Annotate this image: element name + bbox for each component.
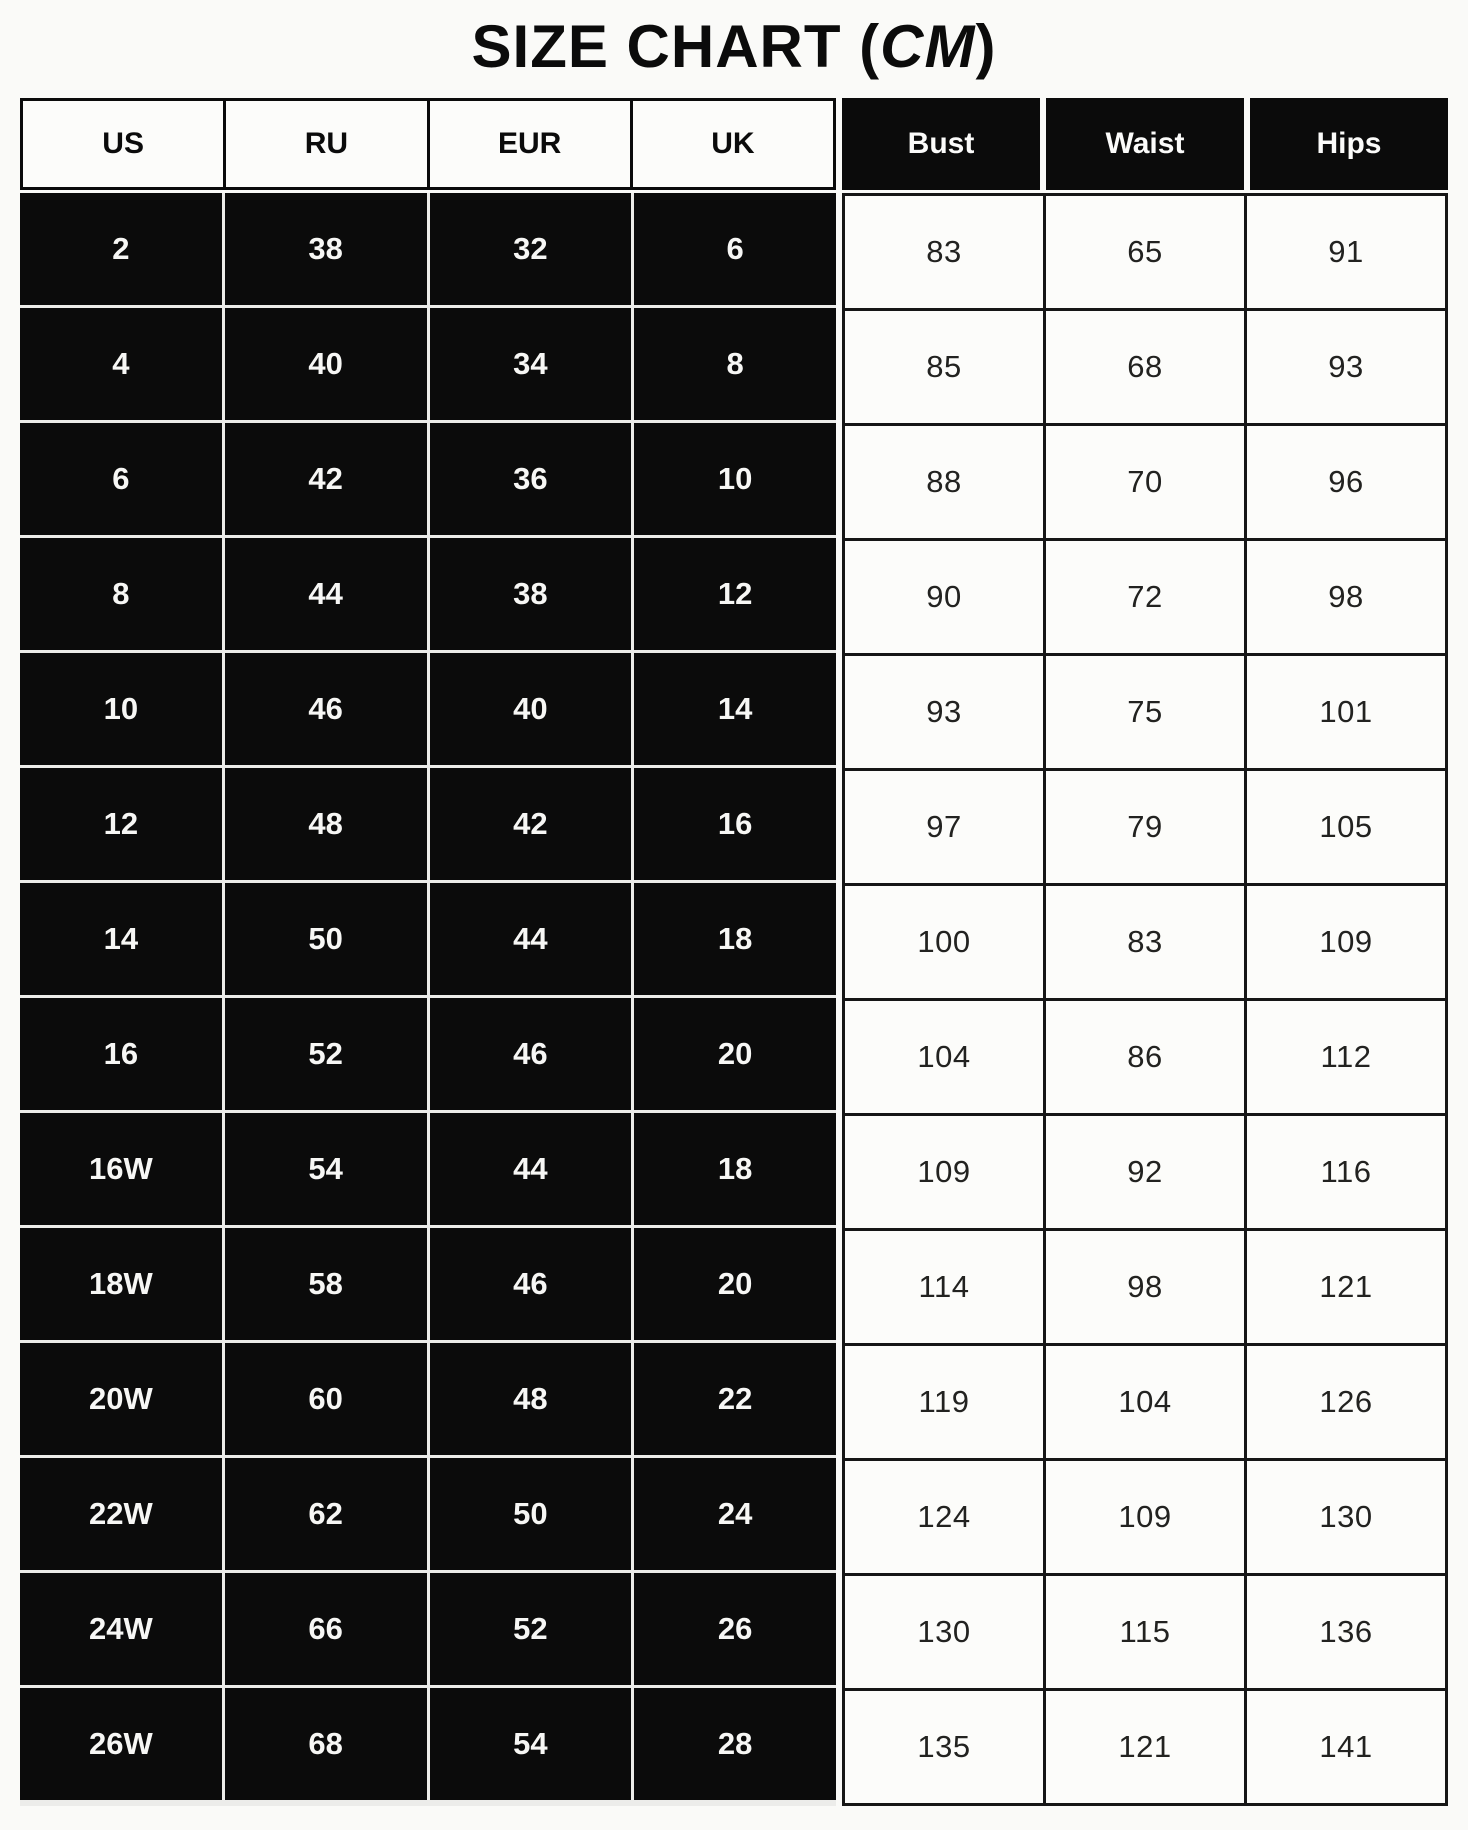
size-cell: 6 xyxy=(634,193,836,305)
measure-cell: 100 xyxy=(845,886,1043,998)
measure-cell: 85 xyxy=(845,311,1043,423)
measure-cell: 130 xyxy=(1247,1461,1445,1573)
size-cell: 26W xyxy=(20,1688,222,1800)
measure-cell: 79 xyxy=(1046,771,1244,883)
page-title xyxy=(20,14,1448,80)
column-header-uk: UK xyxy=(633,101,833,187)
measure-cell: 72 xyxy=(1046,541,1244,653)
column-header-us: US xyxy=(23,101,223,187)
title-unit: CM xyxy=(880,13,976,80)
measure-cell: 65 xyxy=(1046,196,1244,308)
measure-cell: 92 xyxy=(1046,1116,1244,1228)
measure-cell: 70 xyxy=(1046,426,1244,538)
size-cell: 34 xyxy=(430,308,632,420)
size-cell: 16W xyxy=(20,1113,222,1225)
measure-cell: 83 xyxy=(845,196,1043,308)
measure-header-group xyxy=(842,98,1448,190)
size-cell: 46 xyxy=(430,998,632,1110)
size-cell: 38 xyxy=(430,538,632,650)
size-chart-table xyxy=(20,98,1448,1806)
size-cell: 24W xyxy=(20,1573,222,1685)
size-cell: 20 xyxy=(634,998,836,1110)
title-suffix: ) xyxy=(975,13,997,80)
size-cell: 16 xyxy=(634,768,836,880)
size-cell: 54 xyxy=(225,1113,427,1225)
size-cell: 10 xyxy=(634,423,836,535)
size-cell: 10 xyxy=(20,653,222,765)
measure-cell: 101 xyxy=(1247,656,1445,768)
size-cell: 42 xyxy=(225,423,427,535)
measure-cell: 130 xyxy=(845,1576,1043,1688)
size-header-group xyxy=(20,98,836,190)
size-cell: 44 xyxy=(430,883,632,995)
measure-cell: 119 xyxy=(845,1346,1043,1458)
measure-cell: 135 xyxy=(845,1691,1043,1803)
measure-cell: 104 xyxy=(845,1001,1043,1113)
measure-cell: 68 xyxy=(1046,311,1244,423)
size-cell: 40 xyxy=(430,653,632,765)
size-cell: 20W xyxy=(20,1343,222,1455)
size-cell: 12 xyxy=(634,538,836,650)
size-cell: 12 xyxy=(20,768,222,880)
size-cell: 54 xyxy=(430,1688,632,1800)
size-cell: 52 xyxy=(225,998,427,1110)
size-cell: 38 xyxy=(225,193,427,305)
size-cell: 14 xyxy=(20,883,222,995)
size-cell: 68 xyxy=(225,1688,427,1800)
measure-cell: 98 xyxy=(1046,1231,1244,1343)
size-cell: 4 xyxy=(20,308,222,420)
size-cell: 46 xyxy=(430,1228,632,1340)
measure-cell: 105 xyxy=(1247,771,1445,883)
table-body xyxy=(20,193,1448,1806)
measure-cell: 141 xyxy=(1247,1691,1445,1803)
column-header-hips: Hips xyxy=(1250,98,1448,190)
column-header-waist: Waist xyxy=(1046,98,1244,190)
measure-cell: 86 xyxy=(1046,1001,1244,1113)
measure-cell: 121 xyxy=(1247,1231,1445,1343)
size-cell: 48 xyxy=(225,768,427,880)
size-cell: 40 xyxy=(225,308,427,420)
measure-cell: 115 xyxy=(1046,1576,1244,1688)
size-cell: 18 xyxy=(634,883,836,995)
measure-cell: 114 xyxy=(845,1231,1043,1343)
size-cell: 50 xyxy=(430,1458,632,1570)
table-header-row xyxy=(20,98,1448,190)
size-values-grid xyxy=(20,193,836,1806)
size-cell: 36 xyxy=(430,423,632,535)
size-cell: 16 xyxy=(20,998,222,1110)
size-cell: 50 xyxy=(225,883,427,995)
size-cell: 8 xyxy=(634,308,836,420)
measure-cell: 136 xyxy=(1247,1576,1445,1688)
size-cell: 22W xyxy=(20,1458,222,1570)
size-cell: 62 xyxy=(225,1458,427,1570)
size-cell: 6 xyxy=(20,423,222,535)
title-text: SIZE CHART ( xyxy=(471,13,881,80)
size-cell: 42 xyxy=(430,768,632,880)
size-cell: 66 xyxy=(225,1573,427,1685)
measure-cell: 116 xyxy=(1247,1116,1445,1228)
column-header-bust: Bust xyxy=(842,98,1040,190)
size-cell: 8 xyxy=(20,538,222,650)
measure-cell: 121 xyxy=(1046,1691,1244,1803)
measure-cell: 109 xyxy=(845,1116,1043,1228)
size-cell: 26 xyxy=(634,1573,836,1685)
measure-cell: 75 xyxy=(1046,656,1244,768)
size-cell: 58 xyxy=(225,1228,427,1340)
size-cell: 14 xyxy=(634,653,836,765)
column-header-eur: EUR xyxy=(430,101,630,187)
measure-cell: 93 xyxy=(845,656,1043,768)
size-cell: 22 xyxy=(634,1343,836,1455)
size-cell: 60 xyxy=(225,1343,427,1455)
measure-cell: 93 xyxy=(1247,311,1445,423)
size-cell: 24 xyxy=(634,1458,836,1570)
size-cell: 18W xyxy=(20,1228,222,1340)
measure-cell: 88 xyxy=(845,426,1043,538)
measure-cell: 109 xyxy=(1046,1461,1244,1573)
column-header-ru: RU xyxy=(226,101,426,187)
size-cell: 28 xyxy=(634,1688,836,1800)
measure-cell: 97 xyxy=(845,771,1043,883)
measure-cell: 109 xyxy=(1247,886,1445,998)
size-cell: 44 xyxy=(430,1113,632,1225)
size-cell: 44 xyxy=(225,538,427,650)
size-cell: 2 xyxy=(20,193,222,305)
measure-cell: 98 xyxy=(1247,541,1445,653)
size-cell: 52 xyxy=(430,1573,632,1685)
size-cell: 46 xyxy=(225,653,427,765)
measure-cell: 112 xyxy=(1247,1001,1445,1113)
size-cell: 48 xyxy=(430,1343,632,1455)
measure-cell: 104 xyxy=(1046,1346,1244,1458)
measure-cell: 124 xyxy=(845,1461,1043,1573)
size-cell: 18 xyxy=(634,1113,836,1225)
size-cell: 32 xyxy=(430,193,632,305)
measure-cell: 126 xyxy=(1247,1346,1445,1458)
measure-cell: 91 xyxy=(1247,196,1445,308)
measure-values-grid xyxy=(842,193,1448,1806)
measure-cell: 90 xyxy=(845,541,1043,653)
measure-cell: 96 xyxy=(1247,426,1445,538)
size-cell: 20 xyxy=(634,1228,836,1340)
measure-cell: 83 xyxy=(1046,886,1244,998)
